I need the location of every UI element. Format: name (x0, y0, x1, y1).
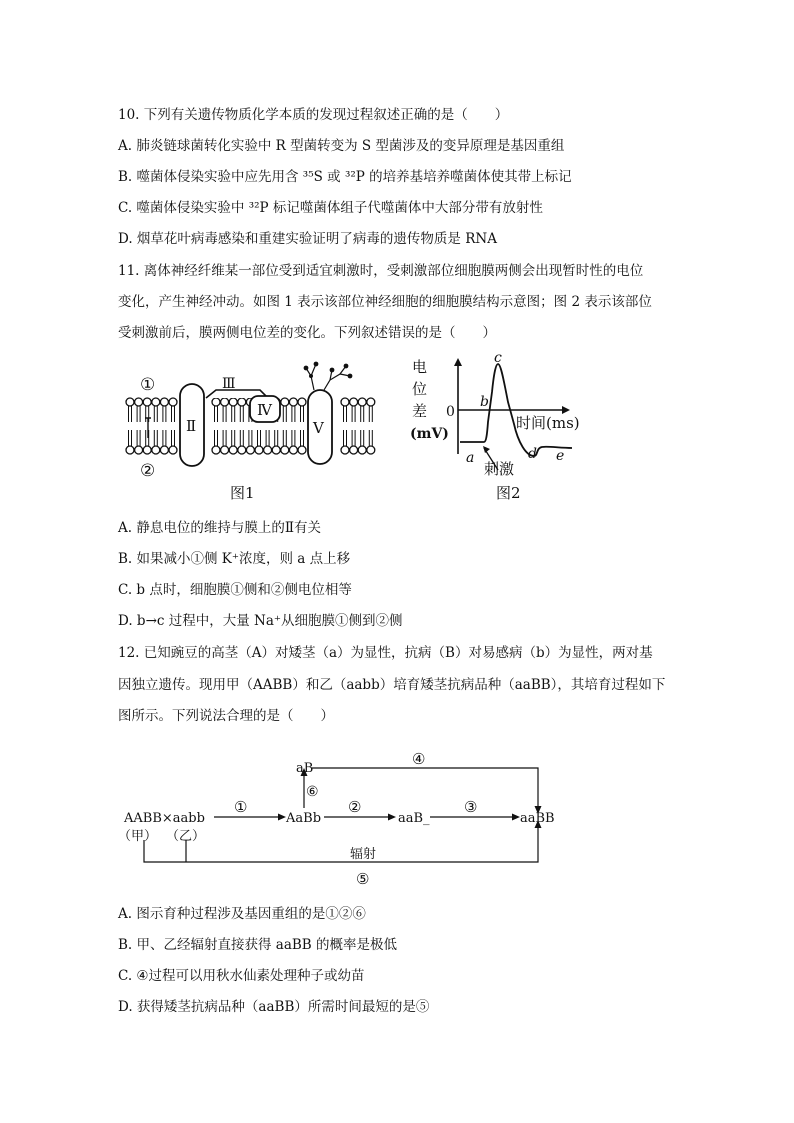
q10-option-a: A. 肺炎链球菌转化实验中 R 型菌转变为 S 型菌涉及的变异原理是基因重组 (118, 138, 565, 154)
point-b: b (480, 394, 489, 410)
q10-option-b: B. 噬菌体侵染实验中应先用含 ³⁵S 或 ³²P 的培养基培养噬菌体使其带上标记 (118, 169, 572, 185)
glycan-dots (304, 362, 353, 379)
q12-option-a: A. 图示育种过程涉及基因重组的是①②⑥ (118, 906, 366, 922)
q12-stem-line1: 12. 已知豌豆的高茎（A）对矮茎（a）为显性，抗病（B）对易感病（b）为显性，两对基 (118, 645, 653, 661)
q10-option-c: C. 噬菌体侵染实验中 ³²P 标记噬菌体组子代噬菌体中大部分带有放射性 (118, 200, 543, 216)
lipid-outer (135, 398, 143, 422)
lipid-outer (358, 398, 366, 422)
f1-label: AaBb (286, 811, 322, 826)
breeding-diagram (118, 744, 568, 890)
y-axis-arrow (454, 358, 462, 366)
figure-1-caption: 图1 (230, 484, 255, 502)
q12-stem-line2: 因独立遗传。现用甲（AABB）和乙（aabb）培育矮茎抗病品种（aaBB），其培育过程如下 (118, 677, 666, 693)
lipid-inner (126, 430, 134, 454)
lipid-inner (160, 430, 168, 454)
x-axis-arrow (562, 406, 570, 414)
lipid-outer (221, 398, 229, 422)
potential-figure (410, 352, 590, 504)
q11-option-c: C. b 点时，细胞膜①侧和②侧电位相等 (118, 582, 352, 598)
lipid-inner (221, 430, 229, 454)
target-label: aaBB (520, 811, 555, 826)
lipid-inner (238, 430, 246, 454)
lipid-inner (229, 430, 237, 454)
q11-stem-line2: 变化，产生神经冲动。如图 1 表示该部位神经细胞的细胞膜结构示意图；图 2 表示该部位 (118, 294, 652, 310)
lipid-outer (212, 398, 220, 422)
label-v: Ⅴ (313, 419, 324, 437)
mid-label: aaB_ (398, 811, 430, 826)
lipid-outer (298, 398, 306, 422)
lipid-outer (289, 398, 297, 422)
point-c: c (494, 352, 502, 366)
lipid-outer (152, 398, 160, 422)
radiation-label: 辐射 (350, 847, 377, 862)
haploid-label: aB (296, 761, 314, 776)
lipid-inner (350, 430, 358, 454)
side-1-label: ① (140, 375, 156, 395)
unit-label: (mV) (410, 426, 449, 442)
parents-label: AABB×aabb (124, 811, 205, 826)
lipid-inner (358, 430, 366, 454)
label-iv: Ⅳ (257, 401, 272, 419)
membrane-figure (118, 350, 388, 505)
ylabel-2: 位 (412, 380, 428, 398)
ylabel-1: 电 (412, 358, 428, 376)
label-iii: Ⅲ (222, 376, 236, 392)
x-axis-label: 时间(ms) (516, 414, 580, 432)
lipid-outer (169, 398, 177, 422)
step-2: ② (348, 798, 362, 816)
q10-stem: 10. 下列有关遗传物质化学本质的发现过程叙述正确的是（ ） (118, 107, 509, 123)
q12-option-c: C. ④过程可以用秋水仙素处理种子或幼苗 (118, 968, 365, 984)
figure-2-caption: 图2 (496, 484, 521, 502)
lipid-outer (160, 398, 168, 422)
step-5: ⑤ (356, 870, 370, 888)
q12-stem-line3: 图所示。下列说法合理的是（ ） (118, 708, 334, 724)
lipid-inner (212, 430, 220, 454)
q11-option-a: A. 静息电位的维持与膜上的Ⅱ有关 (118, 520, 322, 536)
jia-label: （甲） (118, 829, 158, 844)
point-a: a (466, 450, 475, 466)
stimulus-label: 刺激 (484, 460, 515, 478)
q11-stem-line1: 11. 离体神经纤维某一部位受到适宜刺激时，受刺激部位细胞膜两侧会出现暂时性的电位 (118, 263, 644, 279)
lipid-inner (281, 430, 289, 454)
lipid-outer (238, 398, 246, 422)
ylabel-3: 差 (412, 402, 428, 420)
point-e: e (556, 448, 565, 464)
q11-stem-line3: 受刺激前后，膜两侧电位差的变化。下列叙述错误的是（ ） (118, 325, 496, 341)
q12-option-d: D. 获得矮茎抗病品种（aaBB）所需时间最短的是⑤ (118, 999, 430, 1015)
lipid-inner (341, 430, 349, 454)
lipid-inner (152, 430, 160, 454)
lipid-outer (126, 398, 134, 422)
lipid-outer (229, 398, 237, 422)
arrow-4 (312, 768, 538, 806)
step-3: ③ (464, 798, 478, 816)
lipid-inner (255, 430, 263, 454)
q11-option-b: B. 如果减小①侧 K⁺浓度，则 a 点上移 (118, 551, 351, 567)
q12-option-b: B. 甲、乙经辐射直接获得 aaBB 的概率是极低 (118, 937, 398, 953)
label-ii: Ⅱ (186, 417, 197, 435)
lipid-inner (143, 430, 151, 454)
lipid-inner (246, 430, 254, 454)
lipid-outer (367, 398, 375, 422)
lipid-outer (350, 398, 358, 422)
lipid-outer (281, 398, 289, 422)
lipid-inner (169, 430, 177, 454)
step-1: ① (234, 798, 248, 816)
step-6: ⑥ (306, 784, 319, 800)
zero-label: 0 (446, 404, 455, 420)
q11-option-d: D. b→c 过程中，大量 Na⁺从细胞膜①侧到②侧 (118, 613, 403, 629)
q10-option-d: D. 烟草花叶病毒感染和重建实验证明了病毒的遗传物质是 RNA (118, 231, 497, 247)
lipid-inner (289, 430, 297, 454)
step-4: ④ (412, 750, 426, 768)
lipid-inner (135, 430, 143, 454)
lipid-inner (272, 430, 280, 454)
lipid-inner (367, 430, 375, 454)
yi-label: （乙） (166, 829, 206, 844)
side-2-label: ② (140, 461, 156, 481)
lipid-outer (341, 398, 349, 422)
lipid-inner (264, 430, 272, 454)
lipid-inner (298, 430, 306, 454)
point-d: d (528, 446, 537, 462)
